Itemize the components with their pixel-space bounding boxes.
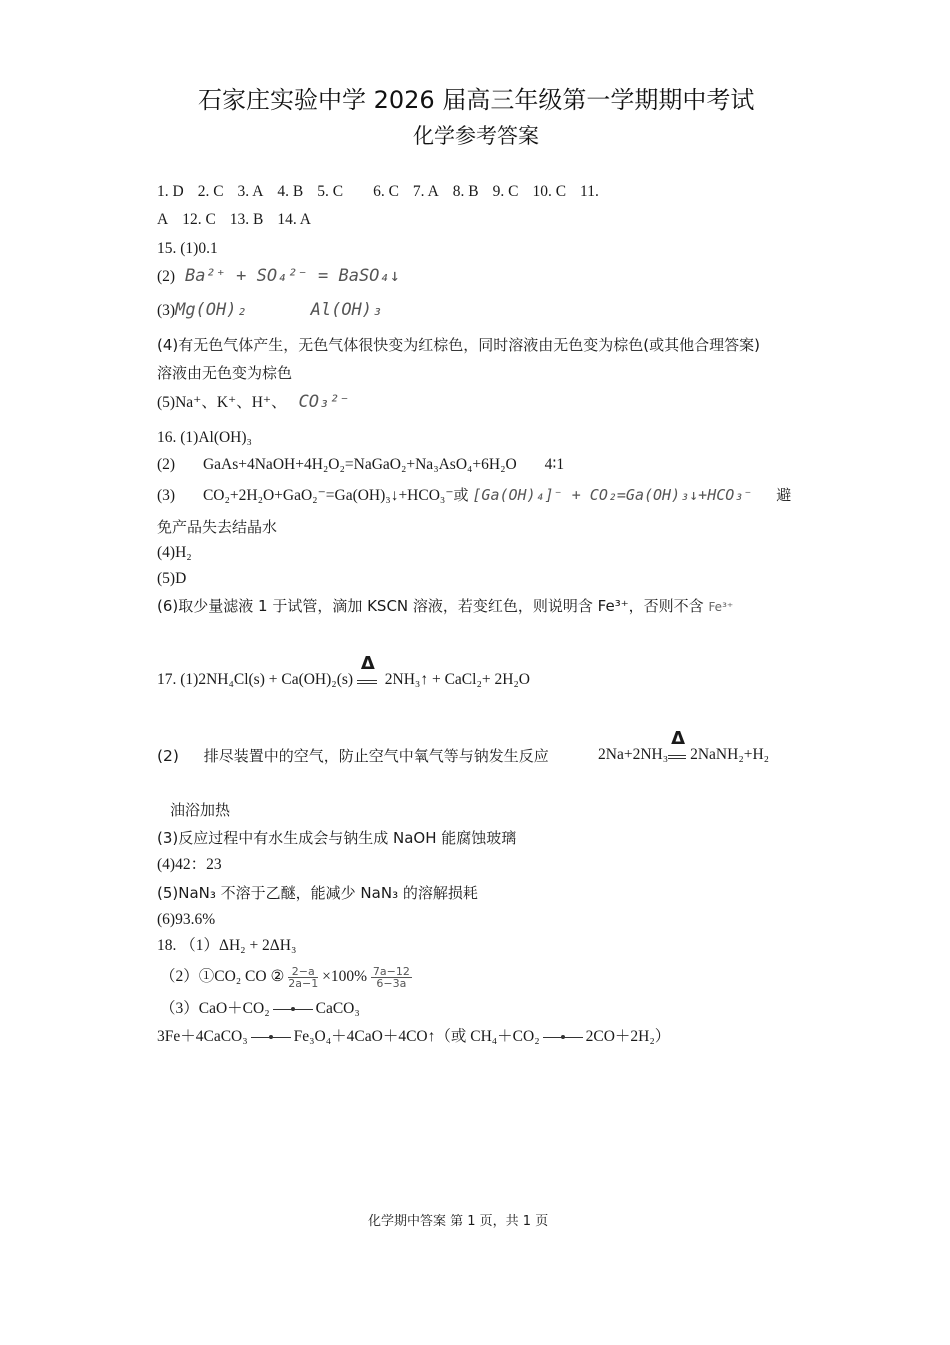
mc-answer: 13. B xyxy=(229,211,264,228)
q18-fraction-1 xyxy=(288,966,318,989)
mc-answers-line2 xyxy=(157,210,325,230)
q16-part3-line2: 免产品失去结晶水 xyxy=(157,518,278,536)
delta-symbol: Δ xyxy=(671,728,686,749)
q15-part5-text: (5)Na⁺、K⁺、H⁺、 xyxy=(157,394,287,411)
q15-part2 xyxy=(157,266,400,287)
q16-part6-tail: Fe³⁺ xyxy=(708,600,734,614)
q15-part2-label: (2) xyxy=(157,268,176,285)
q17-part2-eq-left: 2Na+2NH₃ xyxy=(598,746,669,763)
q17-part2-eq-right: 2NaNH₂+H₂ xyxy=(690,746,770,763)
q16-part6 xyxy=(157,595,733,616)
q16-part3-or: 或 xyxy=(453,486,469,504)
q16-part4: (4)H₂ xyxy=(157,544,192,561)
q18-part4-right: 2CO＋2H₂） xyxy=(585,1028,671,1045)
q17-part1-suffix: 2NH₃↑ + CaCl₂+ 2H₂O xyxy=(384,671,531,688)
mc-answer: 3. A xyxy=(237,183,264,200)
q15-part3-label: (3) xyxy=(157,302,176,319)
q16-part2-ratio: 4∶1 xyxy=(544,456,565,473)
mc-answer: 12. C xyxy=(182,211,216,228)
q16-part2-equation: GaAs+4NaOH+4H₂O₂=NaGaO₂+Na₃AsO₄+6H₂O xyxy=(202,456,517,473)
mc-answer: 2. C xyxy=(197,183,224,200)
mc-answer: A xyxy=(157,211,169,228)
q15-part1: 15. (1)0.1 xyxy=(157,240,218,257)
q17-part4: (4)42：23 xyxy=(157,856,222,873)
fraction-denominator: 6−3a xyxy=(376,977,407,990)
q18-part3 xyxy=(160,999,360,1019)
fraction-denominator: 2a−1 xyxy=(288,977,319,990)
q15-part3 xyxy=(157,300,382,321)
q17-part1-heat-sign xyxy=(357,653,381,684)
mc-answer: 5. C xyxy=(317,183,344,200)
mc-answer: 14. A xyxy=(277,211,311,228)
q15-part4-line2: 溶液由无色变为棕色 xyxy=(157,364,293,382)
mc-answer: 1. D xyxy=(157,183,184,200)
q17-part2-line2: 油浴加热 xyxy=(170,801,231,819)
page-subtitle: 化学参考答案 xyxy=(413,124,539,148)
q17-part1-prefix: 17. (1)2NH₄Cl(s) + Ca(OH)₂(s) xyxy=(157,671,354,688)
reaction-arrow xyxy=(273,1009,313,1010)
q17-part6: (6)93.6% xyxy=(157,911,216,928)
q16-part3-tail: 避 xyxy=(776,486,792,504)
q16-part3 xyxy=(157,485,791,506)
q16-part1: 16. (1)Al(OH)₃ xyxy=(157,429,252,446)
q18-part4 xyxy=(157,1027,670,1047)
q17-part1 xyxy=(157,653,531,690)
q18-part1: 18. （1）ΔH₂ + 2ΔH₃ xyxy=(157,937,297,954)
q15-part3-answer-b: Al(OH)₃ xyxy=(310,300,383,320)
delta-symbol: Δ xyxy=(360,653,375,674)
q15-part5-ion: CO₃²⁻ xyxy=(298,392,350,412)
q18-part2-mid: ×100% xyxy=(322,968,367,986)
fraction-numerator: 2−a xyxy=(288,966,318,978)
q16-part3-label: (3) xyxy=(157,487,176,504)
q16-part3-equation2: [Ga(OH)₄]⁻ + CO₂=Ga(OH)₃↓+HCO₃⁻ xyxy=(472,486,753,504)
q18-part4-mid: Fe₃O₄＋4CaO＋4CO↑（或 CH₄＋CO₂ xyxy=(293,1028,540,1045)
q15-part4-line1: (4)有无色气体产生，无色气体很快变为红棕色，同时溶液由无色变为棕色(或其他合理答案) xyxy=(157,336,760,354)
mc-answer: 4. B xyxy=(277,183,304,200)
q17-part5: (5)NaN₃ 不溶于乙醚，能减少 NaN₃ 的溶解损耗 xyxy=(157,884,478,902)
q17-part2-label: (2) xyxy=(157,747,179,765)
mc-answer: 7. A xyxy=(412,183,439,200)
q16-part5: (5)D xyxy=(157,570,187,587)
q16-part3-equation1: CO₂+2H₂O+GaO₂⁻=Ga(OH)₃↓+HCO₃⁻ xyxy=(202,487,454,504)
q18-part2 xyxy=(160,966,412,989)
q18-part4-left: 3Fe＋4CaCO₃ xyxy=(157,1028,248,1045)
q18-part3-left: （3）CaO＋CO₂ xyxy=(160,1000,270,1017)
page-title: 石家庄实验中学 2026 届高三年级第一学期期中考试 xyxy=(198,86,755,114)
q16-part6-text: (6)取少量滤液 1 于试管，滴加 KSCN 溶液，若变红色，则说明含 Fe³⁺，否则不含 xyxy=(157,597,704,615)
mc-answer: 11. xyxy=(580,183,599,200)
q15-part2-equation: Ba²⁺ + SO₄²⁻ = BaSO₄↓ xyxy=(184,266,400,286)
reaction-arrow xyxy=(543,1037,583,1038)
page-footer: 化学期中答案 第 1 页，共 1 页 xyxy=(368,1214,549,1229)
q18-part3-right: CaCO₃ xyxy=(315,1000,360,1017)
mc-answers-line1 xyxy=(157,182,613,202)
fraction-numerator: 7a−12 xyxy=(372,965,410,978)
q16-part2-label: (2) xyxy=(157,456,176,473)
q17-part2 xyxy=(157,745,549,766)
q17-part2-equation xyxy=(598,728,770,765)
mc-answer: 6. C xyxy=(373,183,399,200)
q15-part5 xyxy=(157,392,350,413)
q17-part2-heat-sign xyxy=(668,728,690,759)
q18-fraction-2 xyxy=(371,966,412,989)
q15-part3-answer-a: Mg(OH)₂ xyxy=(175,300,247,320)
mc-answer: 10. C xyxy=(532,183,567,200)
q17-part2-text: 排尽装置中的空气，防止空气中氧气等与钠发生反应 xyxy=(203,747,549,765)
reaction-arrow xyxy=(251,1037,291,1038)
q16-part2 xyxy=(157,455,564,475)
q17-part3: (3)反应过程中有水生成会与钠生成 NaOH 能腐蚀玻璃 xyxy=(157,829,517,847)
mc-answer: 8. B xyxy=(452,183,479,200)
mc-answer: 9. C xyxy=(492,183,519,200)
q18-part2-prefix: （2）①CO₂ CO ② xyxy=(160,968,285,986)
